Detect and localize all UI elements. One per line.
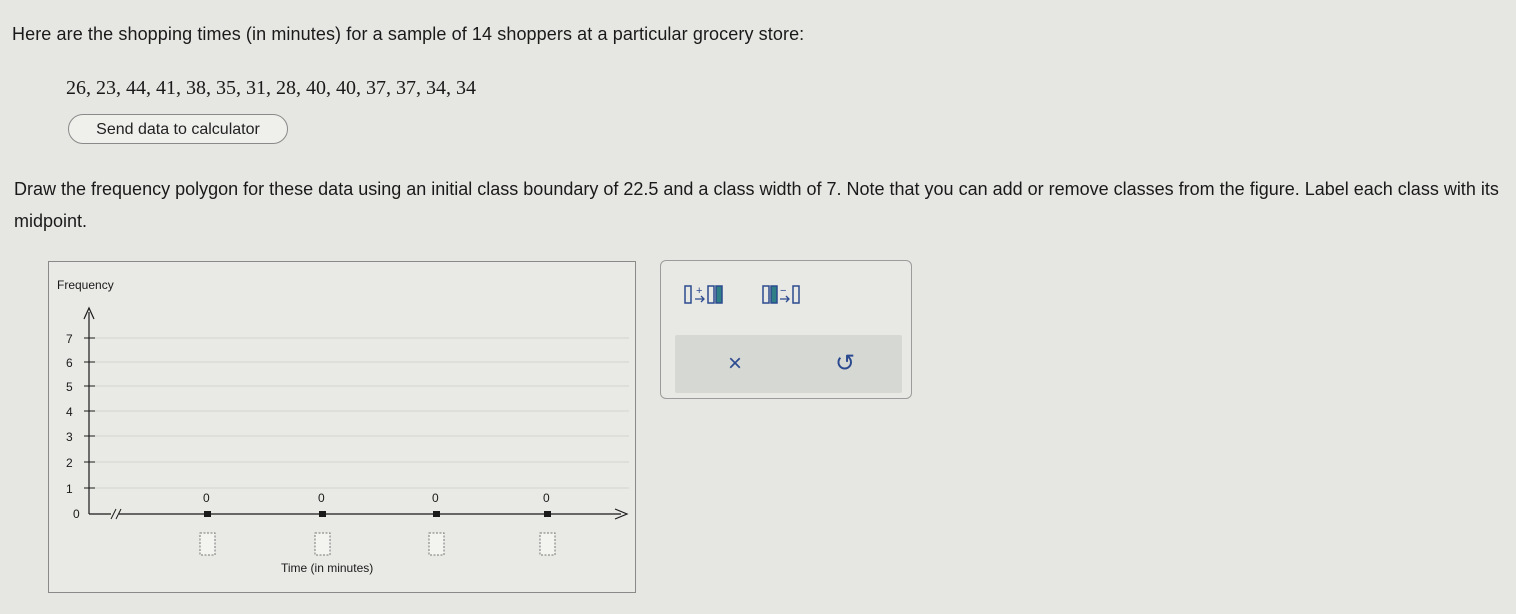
svg-text:+: + <box>696 285 703 297</box>
y-tick-label: 7 <box>66 332 73 346</box>
svg-text:−: − <box>780 285 787 297</box>
clear-button[interactable] <box>715 349 755 379</box>
y-tick-label: 2 <box>66 456 73 470</box>
y-tick-label: 5 <box>66 380 73 394</box>
remove-class-button[interactable] <box>759 281 819 309</box>
data-values: 26, 23, 44, 41, 38, 35, 31, 28, 40, 40, 37, 37, 34, 34 <box>66 77 476 99</box>
x-axis-title: Time (in minutes) <box>281 561 374 575</box>
class-point-handle[interactable] <box>433 511 440 517</box>
y-tick-label: 4 <box>66 405 73 419</box>
question-instructions: Draw the frequency polygon for these data using an initial class boundary of 22.5 and a class width of 7. Note that you can add or remove classes from the figure. Label each class with its midpoint. <box>14 179 1499 231</box>
y-tick-labels <box>66 332 80 521</box>
close-icon: × <box>727 350 742 377</box>
point-value-label: 0 <box>203 491 210 505</box>
add-class-button[interactable] <box>679 281 735 309</box>
tool-panel <box>660 260 912 399</box>
class-point-handle[interactable] <box>319 511 326 517</box>
y-tick-label: 6 <box>66 356 73 370</box>
grid-lines <box>89 338 629 488</box>
point-value-label: 0 <box>318 491 325 505</box>
send-data-button[interactable]: Send data to calculator <box>68 114 288 144</box>
undo-button[interactable] <box>825 349 865 379</box>
midpoint-input[interactable] <box>200 533 215 555</box>
add-class-icon <box>679 281 735 309</box>
midpoint-input[interactable] <box>315 533 330 555</box>
undo-icon: ↺ <box>834 350 856 377</box>
question-intro: Here are the shopping times (in minutes) for a sample of 14 shoppers at a particular grocery store: <box>12 24 805 44</box>
y-tick-label: 3 <box>66 430 73 444</box>
frequency-polygon-graph[interactable] <box>48 261 636 593</box>
action-bar <box>675 335 902 393</box>
graph-canvas[interactable] <box>49 262 637 594</box>
class-point-handle[interactable] <box>204 511 211 517</box>
point-value-labels <box>203 491 550 505</box>
y-axis-title: Frequency <box>57 278 114 292</box>
y-tick-label: 0 <box>73 507 80 521</box>
point-value-label: 0 <box>432 491 439 505</box>
point-value-label: 0 <box>543 491 550 505</box>
y-tick-label: 1 <box>66 482 73 496</box>
remove-class-icon <box>759 281 819 309</box>
midpoint-input[interactable] <box>429 533 444 555</box>
class-point-handle[interactable] <box>544 511 551 517</box>
midpoint-inputs[interactable] <box>200 533 555 555</box>
midpoint-input[interactable] <box>540 533 555 555</box>
